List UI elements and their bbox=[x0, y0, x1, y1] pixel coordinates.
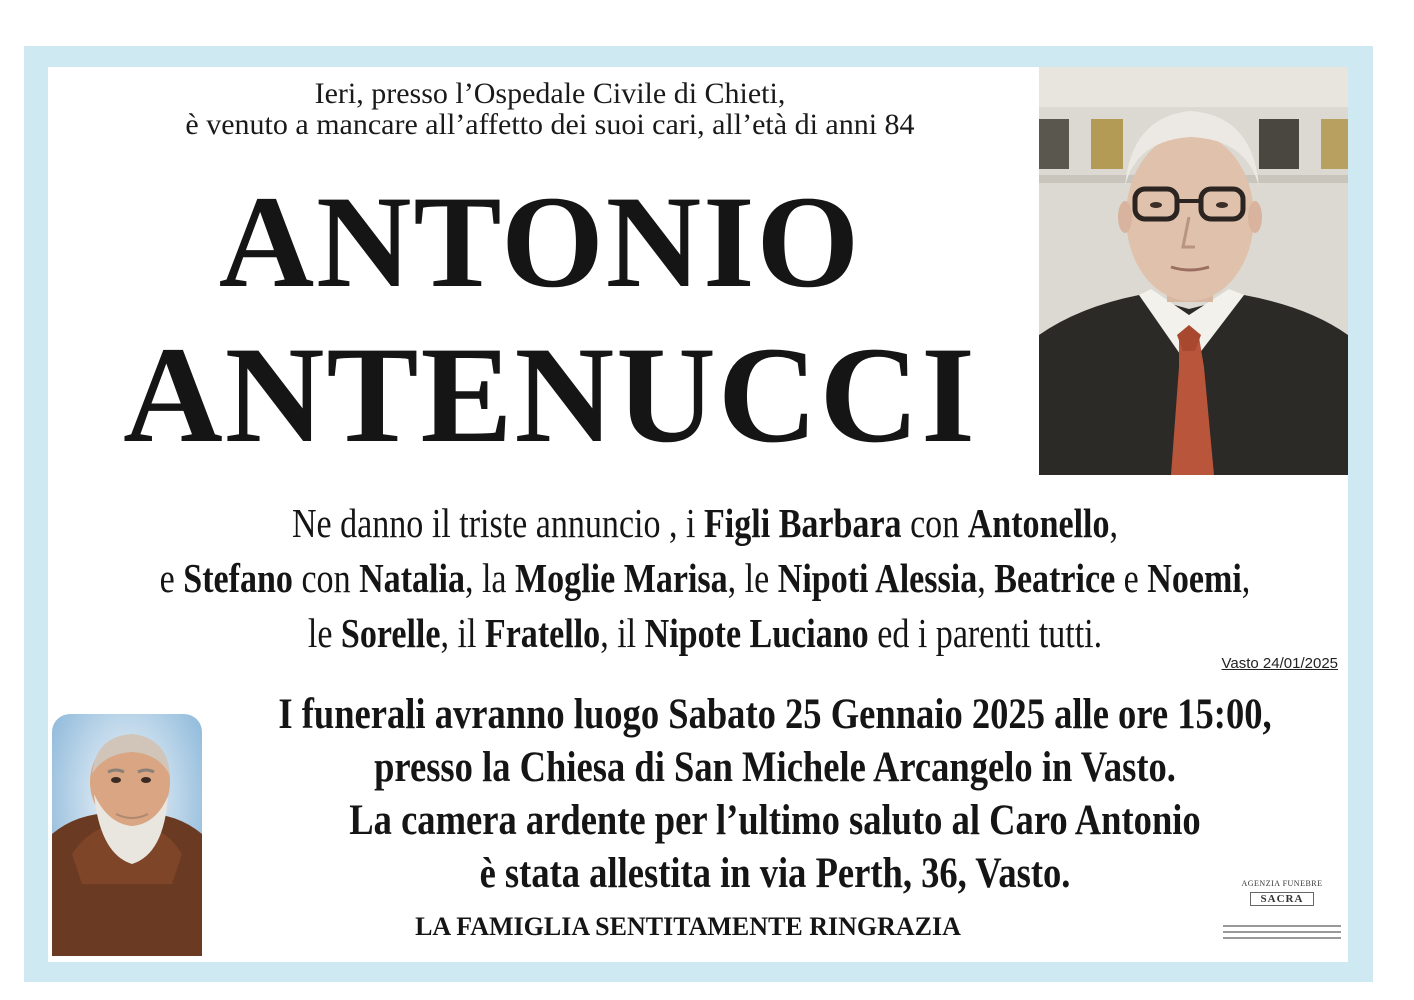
place-date: Vasto 24/01/2025 bbox=[1221, 655, 1338, 672]
family-name-bold: Nipote Luciano bbox=[644, 610, 869, 656]
intro-text bbox=[60, 78, 1040, 140]
family-text: e bbox=[1115, 555, 1148, 601]
family-line-3 bbox=[153, 606, 1257, 661]
funeral-line-3: La camera ardente per l’ultimo saluto al Caro Antonio bbox=[349, 797, 1201, 844]
family-line-2 bbox=[153, 551, 1257, 606]
family-name-bold: Nipoti Alessia bbox=[777, 555, 978, 601]
family-text: , il bbox=[440, 610, 485, 656]
family-text: con bbox=[292, 555, 360, 601]
family-name-bold: Moglie Marisa bbox=[515, 555, 728, 601]
family-text: , bbox=[1241, 555, 1251, 601]
family-text: , le bbox=[727, 555, 778, 601]
family-text: le bbox=[307, 610, 341, 656]
family-text: , bbox=[977, 555, 995, 601]
deceased-photo bbox=[1039, 67, 1348, 475]
family-name-bold: Sorelle bbox=[340, 610, 441, 656]
intro-line-1: Ieri, presso l’Ospedale Civile di Chieti, bbox=[314, 77, 786, 110]
family-text: , la bbox=[464, 555, 516, 601]
family-name-bold: Beatrice bbox=[994, 555, 1116, 601]
family-text: , bbox=[1109, 500, 1119, 546]
family-name-bold: Fratello bbox=[484, 610, 601, 656]
agency-label: AGENZIA FUNEBRE bbox=[1241, 879, 1323, 888]
family-text: Ne danno il triste annuncio , i bbox=[291, 500, 705, 546]
funeral-line-1: I funerali avranno luogo Sabato 25 Gennaio 2025 alle ore 15:00, bbox=[278, 691, 1272, 738]
agency-contact-line bbox=[1223, 931, 1341, 933]
agency-contact-line bbox=[1223, 937, 1341, 939]
funeral-details bbox=[265, 688, 1285, 900]
family-name-bold: Figli Barbara bbox=[704, 500, 902, 546]
family-name-bold: Noemi bbox=[1147, 555, 1242, 601]
family-text: e bbox=[159, 555, 184, 601]
deceased-last-name: ANTENUCCI bbox=[123, 318, 977, 471]
family-name-bold: Natalia bbox=[359, 555, 465, 601]
padre-pio-illustration bbox=[52, 714, 202, 956]
agency-contact-lines bbox=[1217, 925, 1347, 939]
intro-line-2: è venuto a mancare all’affetto dei suoi cari, all’età di anni 84 bbox=[185, 108, 915, 141]
funeral-line-2: presso la Chiesa di San Michele Arcangelo in Vasto. bbox=[374, 744, 1176, 791]
portrait-illustration bbox=[1039, 67, 1348, 475]
family-text: con bbox=[901, 500, 968, 546]
family-name-bold: Stefano bbox=[183, 555, 293, 601]
funeral-line-4: è stata allestita in via Perth, 36, Vasto. bbox=[479, 850, 1071, 897]
agency-contact-line bbox=[1223, 925, 1341, 927]
family-line-1 bbox=[153, 496, 1257, 551]
family-text: ed i parenti tutti. bbox=[868, 610, 1103, 656]
agency-logo bbox=[1217, 873, 1347, 958]
family-thanks: LA FAMIGLIA SENTITAMENTE RINGRAZIA bbox=[415, 912, 961, 941]
deceased-first-name: ANTONIO bbox=[218, 168, 862, 315]
saint-image bbox=[52, 714, 202, 956]
agency-name: SACRA bbox=[1250, 892, 1315, 906]
family-announcement bbox=[153, 496, 1257, 661]
family-name-bold: Antonello bbox=[967, 500, 1110, 546]
family-text: , il bbox=[600, 610, 645, 656]
